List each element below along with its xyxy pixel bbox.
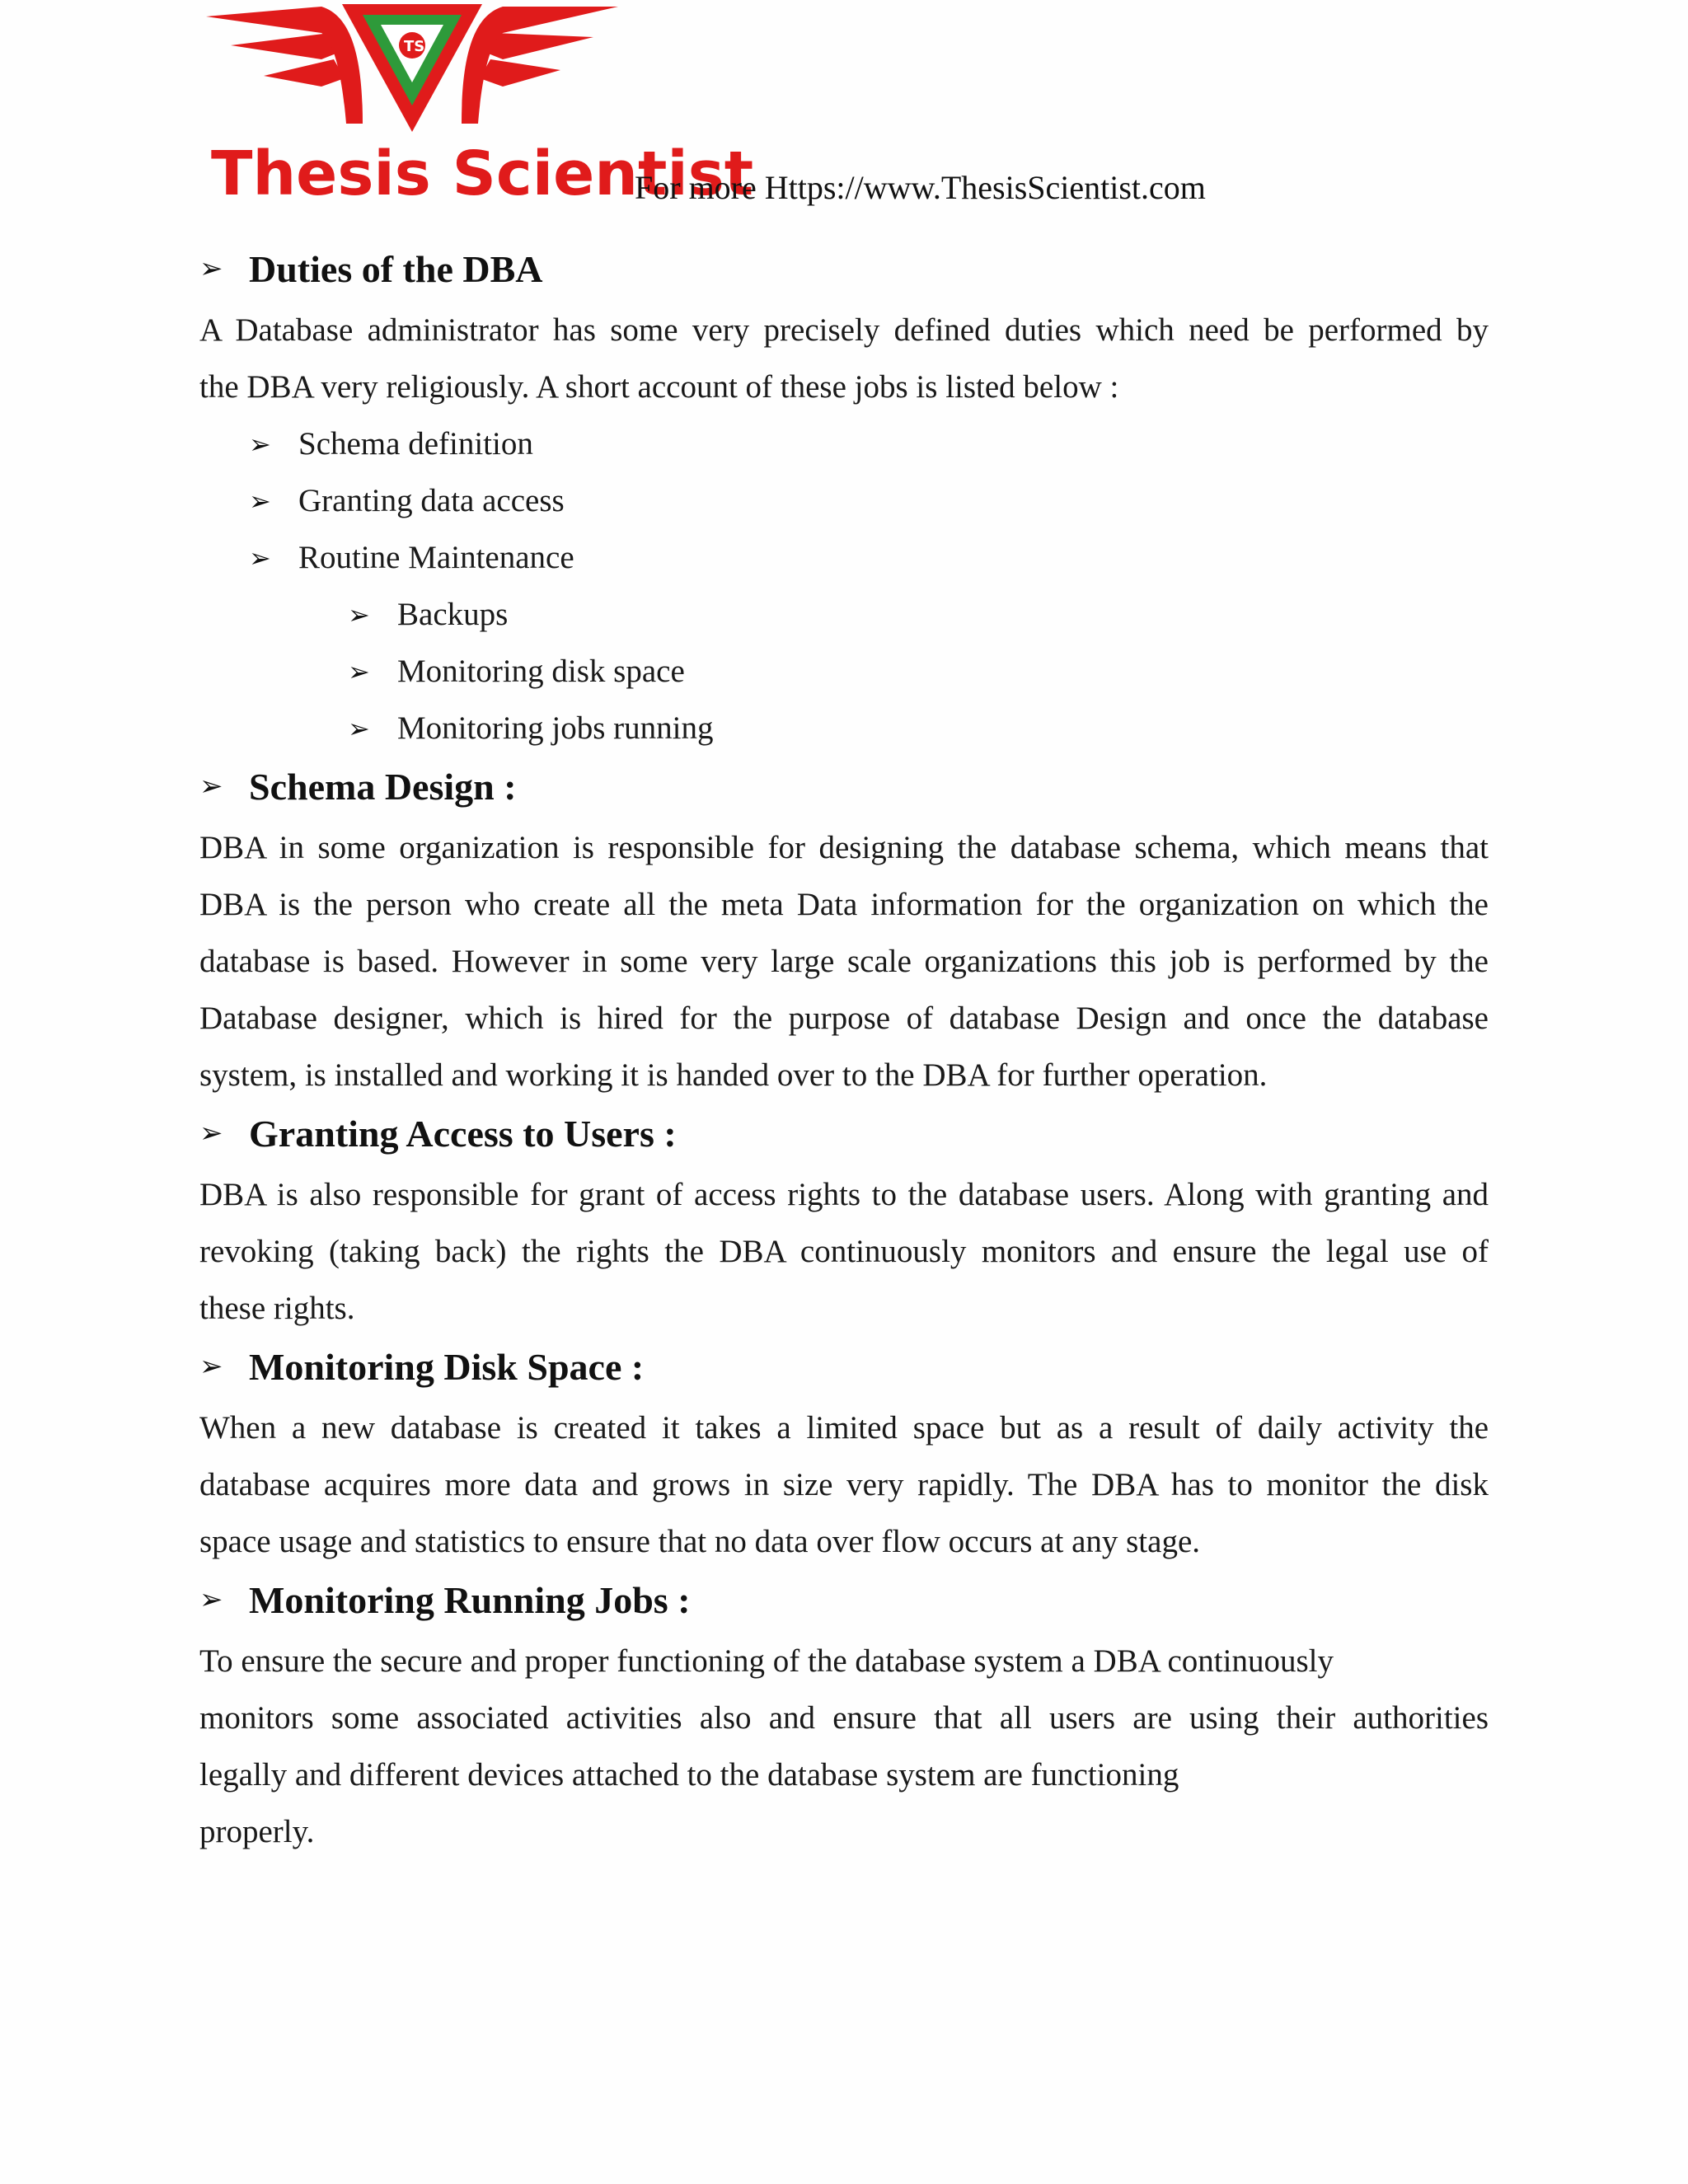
- paragraph-line: Database designer, which is hired for the purpose of database Design and once the database: [199, 1001, 1489, 1036]
- paragraph-line: A Database administrator has some very precisely defined duties which need be performed by: [199, 312, 1489, 348]
- section-title: Schema Design :: [249, 765, 517, 808]
- section-heading: [199, 1570, 1489, 1629]
- section-heading: [199, 239, 1489, 298]
- arrowhead-bullet-icon: ➢: [199, 1117, 223, 1150]
- list-item: [199, 643, 1489, 700]
- arrowhead-bullet-icon: ➢: [199, 252, 223, 285]
- website-link[interactable]: For more Https://www.ThesisScientist.com: [635, 169, 1206, 206]
- section-heading: [199, 757, 1489, 816]
- arrowhead-bullet-icon: ➢: [348, 655, 370, 687]
- paragraph-line: legally and different devices attached to the database system are functioning: [199, 1757, 1179, 1793]
- arrowhead-bullet-icon: ➢: [249, 485, 271, 517]
- paragraph-line: the DBA very religiously. A short account of these jobs is listed below :: [199, 369, 1119, 405]
- section-paragraph: [199, 819, 1489, 1104]
- arrowhead-bullet-icon: ➢: [199, 1583, 223, 1616]
- paragraph-line: properly.: [199, 1814, 315, 1849]
- section-heading: [199, 1104, 1489, 1163]
- arrowhead-bullet-icon: ➢: [199, 770, 223, 803]
- paragraph-line: revoking (taking back) the rights the DBA continuously monitors and ensure the legal use of: [199, 1234, 1489, 1269]
- section-title: Monitoring Disk Space :: [249, 1345, 645, 1388]
- list-item-label: Granting data access: [298, 483, 565, 518]
- section-title: Monitoring Running Jobs :: [249, 1578, 691, 1621]
- list-item: [199, 415, 1489, 472]
- paragraph-line: these rights.: [199, 1291, 355, 1326]
- thesis-scientist-logo[interactable]: [198, 0, 754, 214]
- section-paragraph: [199, 302, 1489, 415]
- svg-text:TS: TS: [404, 38, 425, 55]
- paragraph-line: monitors some associated activities also and ensure that all users are using their authorities: [199, 1700, 1489, 1736]
- paragraph-line: system, is installed and working it is handed over to the DBA for further operation.: [199, 1057, 1268, 1093]
- winged-triangle-logo-icon: [198, 0, 626, 144]
- list-item: [199, 700, 1489, 757]
- section-title: Granting Access to Users :: [249, 1112, 677, 1155]
- list-item-label: Backups: [397, 597, 509, 632]
- section-title: Duties of the DBA: [249, 247, 543, 290]
- paragraph-line: To ensure the secure and proper functioning of the database system a DBA continuously: [199, 1643, 1334, 1679]
- document-body: [199, 239, 1489, 1860]
- section-heading: [199, 1337, 1489, 1396]
- arrowhead-bullet-icon: ➢: [348, 712, 370, 744]
- list-item-label: Schema definition: [298, 426, 533, 462]
- paragraph-line: DBA in some organization is responsible for designing the database schema, which means that: [199, 830, 1489, 865]
- list-item: [199, 586, 1489, 643]
- paragraph-line: DBA is the person who create all the meta Data information for the organization on which the: [199, 887, 1489, 922]
- list-item-label: Monitoring jobs running: [397, 710, 714, 746]
- paragraph-line: database acquires more data and grows in size very rapidly. The DBA has to monitor the disk: [199, 1467, 1489, 1502]
- paragraph-line: DBA is also responsible for grant of access rights to the database users. Along with granting and: [199, 1177, 1489, 1212]
- list-item-label: Routine Maintenance: [298, 540, 574, 575]
- arrowhead-bullet-icon: ➢: [199, 1350, 223, 1383]
- section-paragraph: [199, 1399, 1489, 1570]
- section-paragraph: [199, 1633, 1489, 1860]
- page-header: [198, 0, 1517, 223]
- list-item: [199, 472, 1489, 529]
- logo-wordmark: Thesis Scientist: [211, 138, 754, 209]
- paragraph-line: space usage and statistics to ensure that no data over flow occurs at any stage.: [199, 1524, 1201, 1559]
- arrowhead-bullet-icon: ➢: [348, 598, 370, 630]
- paragraph-line: When a new database is created it takes a limited space but as a result of daily activity the: [199, 1410, 1489, 1446]
- section-paragraph: [199, 1166, 1489, 1337]
- arrowhead-bullet-icon: ➢: [249, 541, 271, 574]
- arrowhead-bullet-icon: ➢: [249, 428, 271, 460]
- paragraph-line: database is based. However in some very large scale organizations this job is performed by the: [199, 944, 1489, 979]
- list-item: [199, 529, 1489, 586]
- list-item-label: Monitoring disk space: [397, 654, 685, 689]
